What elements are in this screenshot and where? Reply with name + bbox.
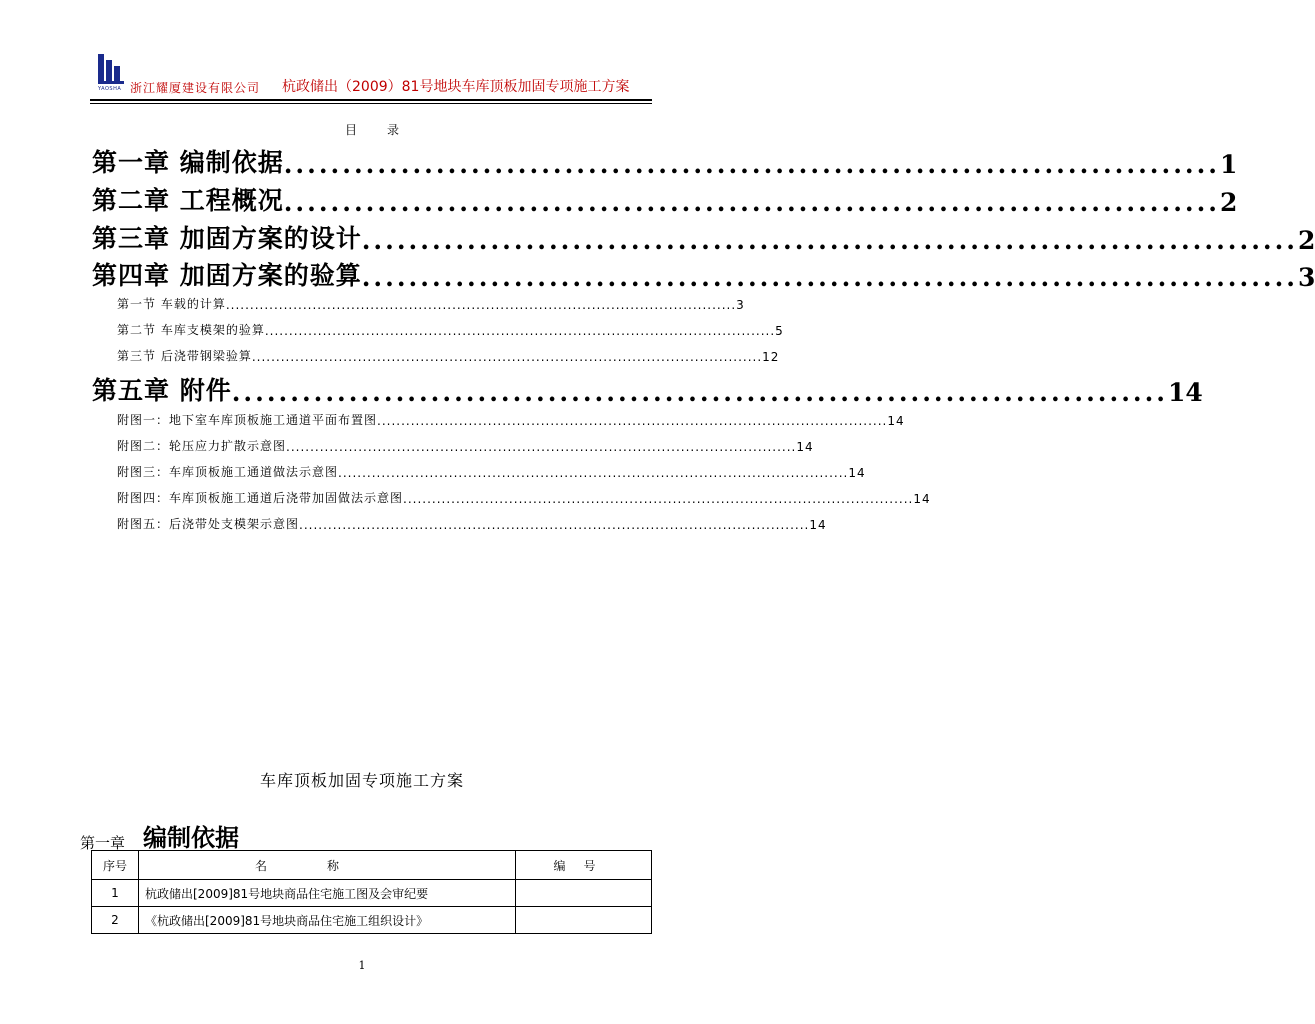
project-title: 杭政储出（2009）81号地块车库顶板加固专项施工方案 [282,79,630,95]
header-code [516,851,652,880]
toc-entry-page: 12 [762,350,780,364]
toc-subentry[interactable] [117,462,866,480]
toc-leader: ................................................................................ [283,188,1221,217]
toc-entry[interactable] [92,221,1315,255]
toc-entry-page: 3 [1298,263,1315,292]
toc-leader: .......................................................................................................... [225,298,737,312]
toc-leader: ................................................................................ [361,226,1299,255]
header-divider [90,99,652,101]
table-row [92,880,652,907]
toc-entry-label: 第五章 附件 [92,376,232,405]
cell-no: 1 [92,880,139,907]
header-no: 序号 [92,851,139,880]
header-name-text: 名称 [254,858,399,873]
company-logo-icon [97,52,127,90]
toc-entry-label: 第一节 车载的计算 [117,297,226,311]
header-name [139,851,516,880]
toc-entry[interactable] [92,145,1238,179]
toc-entry-page: 3 [736,298,745,312]
toc-entry-page: 5 [775,324,784,338]
toc-leader: ................................................................................ [361,263,1299,292]
section-number: 第一章 [80,834,126,852]
toc-entry-page: 14 [809,518,827,532]
toc-entry-label: 第四章 加固方案的验算 [92,261,362,290]
toc-subentry[interactable] [117,346,780,364]
table-row [92,907,652,934]
toc-leader: .......................................................................................................... [403,492,914,506]
toc-leader: .......................................................................................................... [377,414,888,428]
toc-entry-page: 2 [1220,188,1238,217]
toc-entry-page: 2 [1298,226,1315,255]
page-number: 1 [358,959,366,972]
toc-entry-label: 第一章 编制依据 [92,148,284,177]
toc-leader: .......................................................................................................... [264,324,776,338]
toc-entry[interactable] [92,183,1238,217]
toc-leader: .......................................................................................................... [286,440,797,454]
toc-entry-page: 14 [913,492,931,506]
toc-subentry[interactable] [117,320,784,338]
logo-caption: YAOSHA [98,86,122,92]
header-divider-thin [90,103,652,104]
toc-entry-page: 14 [1168,378,1203,407]
section-heading [80,818,239,853]
toc-entry-label: 附图三：车库顶板施工通道做法示意图 [117,465,339,479]
toc-heading: 目录 [345,123,430,137]
cell-code [516,907,652,934]
section-title: 编制依据 [143,823,240,852]
toc-entry-page: 1 [1220,150,1238,179]
toc-subentry[interactable] [117,488,931,506]
toc-entry-page: 14 [887,414,905,428]
toc-leader: .......................................................................................................... [299,518,810,532]
toc-subentry[interactable] [117,514,827,532]
toc-subentry[interactable] [117,410,905,428]
toc-entry-label: 附图二：轮压应力扩散示意图 [117,439,287,453]
toc-entry[interactable] [92,258,1315,292]
toc-leader: ................................................................................ [283,150,1221,179]
toc-entry-page: 14 [848,466,866,480]
toc-subentry[interactable] [117,436,814,454]
company-name: 浙江耀厦建设有限公司 [130,81,261,95]
toc-entry-page: 14 [796,440,814,454]
table-header-row [92,851,652,880]
toc-entry-label: 第二章 工程概况 [92,186,284,215]
toc-entry-label: 第三节 后浇带钢梁验算 [117,349,252,363]
toc-leader: .......................................................................................................... [251,350,763,364]
cell-name: 《杭政储出[2009]81号地块商品住宅施工组织设计》 [139,907,516,934]
cell-name: 杭政储出[2009]81号地块商品住宅施工图及会审纪要 [139,880,516,907]
toc-entry-label: 附图五：后浇带处支模架示意图 [117,517,300,531]
document-title: 车库顶板加固专项施工方案 [259,771,464,790]
toc-entry-label: 附图一：地下室车库顶板施工通道平面布置图 [117,413,378,427]
toc-entry-label: 第三章 加固方案的设计 [92,224,362,253]
toc-entry-label: 附图四：车库顶板施工通道后浇带加固做法示意图 [117,491,404,505]
reference-table [91,850,652,934]
cell-no: 2 [92,907,139,934]
toc-subentry[interactable] [117,294,745,312]
toc-entry-label: 第二节 车库支模架的验算 [117,323,265,337]
header-code-text: 编号 [553,858,614,873]
toc-leader: ................................................................................ [231,378,1169,407]
toc-leader: .......................................................................................................... [338,466,849,480]
cell-code [516,880,652,907]
toc-entry[interactable] [92,373,1203,407]
